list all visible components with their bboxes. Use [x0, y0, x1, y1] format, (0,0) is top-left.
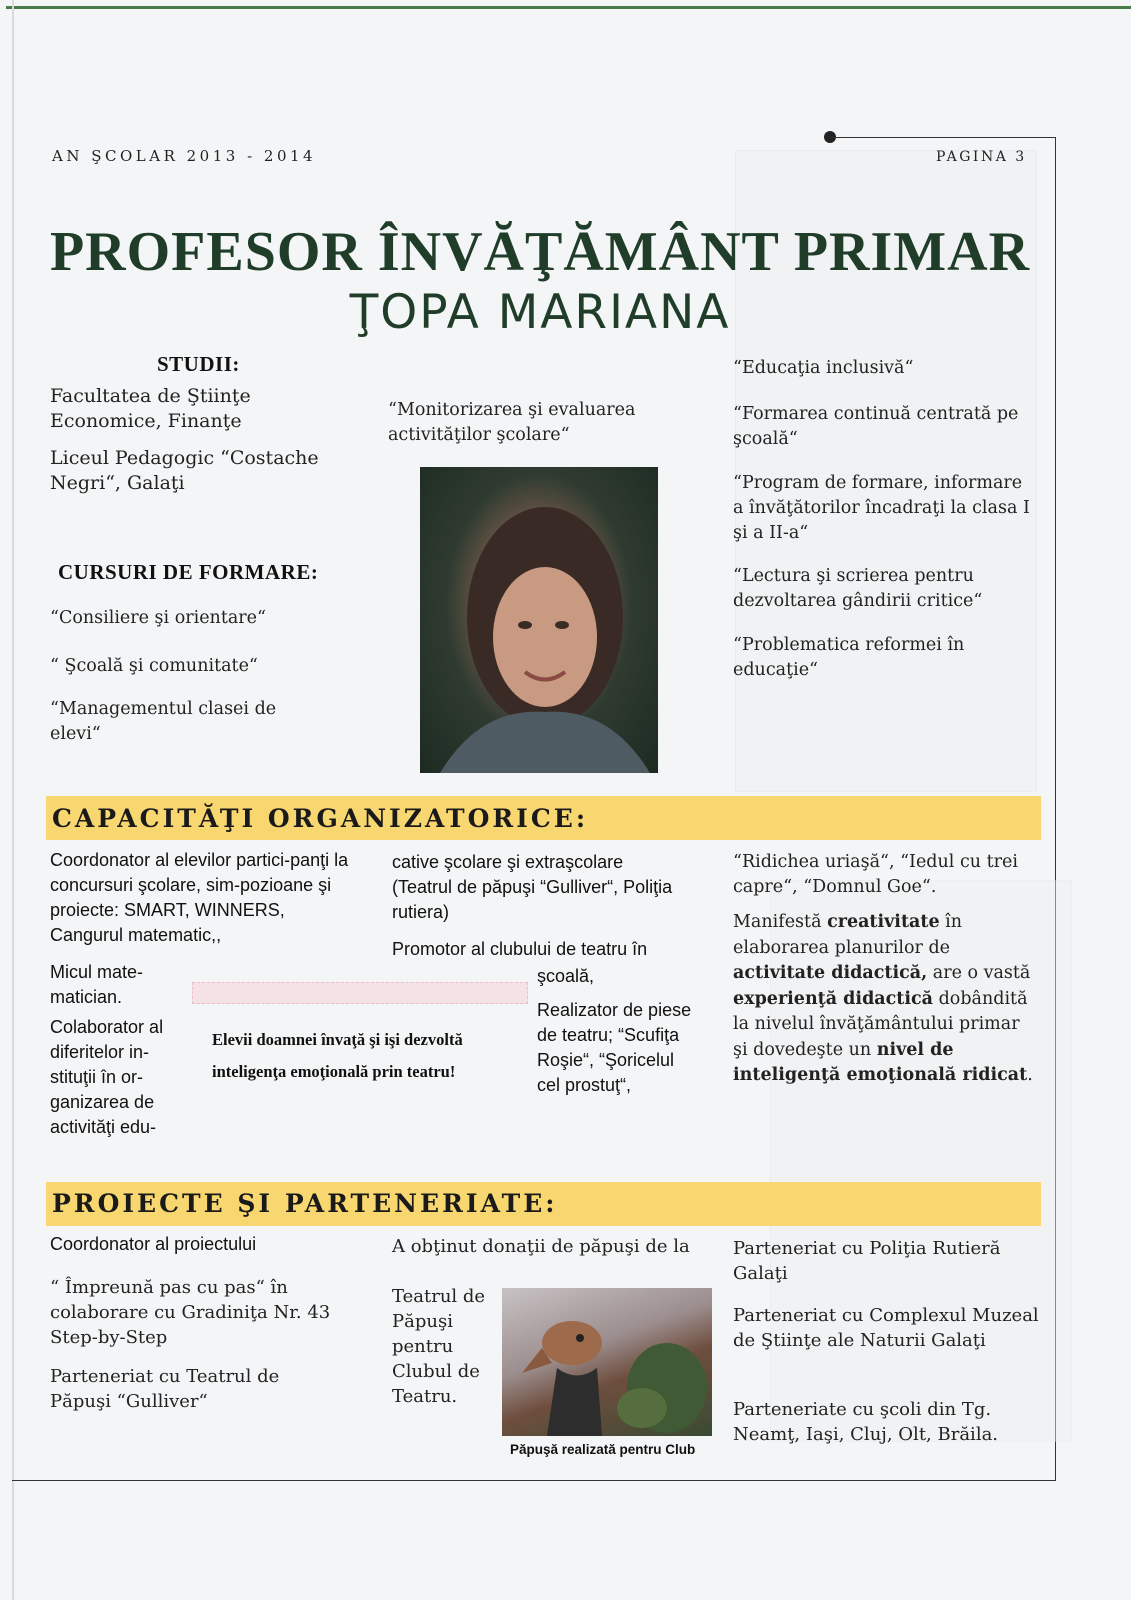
running-header-page: PAGINA 3: [936, 149, 1027, 165]
studii-heading: STUDII:: [157, 352, 240, 376]
curs-item: “ Şcoală şi comunitate“: [50, 656, 258, 676]
callout-highlight: [192, 982, 528, 1004]
paragraph-text: are o vastă: [927, 963, 1031, 983]
emphasis-text: creativitate: [827, 912, 940, 932]
capacitati-text: Coordonator al elevilor partici-panţi la concursuri şcolare, sim-pozioane şi proiecte: SMART, WINNERS, Cangurul matematic,,: [50, 850, 349, 945]
paragraph-text: .: [1027, 1065, 1033, 1085]
curs-item: “Consiliere şi orientare“: [50, 608, 266, 628]
curs-item: “Program de formare, informare a învăţătorilor încadraţi la clasa I şi a II-a“: [733, 473, 1030, 543]
capacitati-text: Micul mate-matician.: [50, 962, 144, 1007]
portrait-illustration: [420, 467, 658, 773]
studii-item: Facultatea de Ştiinţe Economice, Finanţe: [50, 385, 251, 432]
proiecte-text: “ Împreună pas cu pas“ în colaborare cu Gradiniţa Nr. 43 Step-by-Step: [50, 1277, 331, 1348]
header-rule: [830, 137, 1056, 138]
page-subtitle-name: ŢOPA MARIANA: [349, 285, 731, 340]
emphasis-text: experienţă didactică: [733, 988, 934, 1009]
capacitati-text: Realizator de piese de teatru; “Scufiţa Roşie“, “Şoricelul cel prostuţ“,: [537, 1000, 692, 1095]
page-title: PROFESOR ÎNVĂŢĂMÂNT PRIMAR: [49, 221, 1031, 283]
capacitati-text: Colaborator al diferitelor in-stituţii în or-ganizarea de activităţi edu-: [50, 1017, 164, 1137]
cursuri-heading: CURSURI DE FORMARE:: [58, 560, 319, 584]
curs-item: “Lectura şi scrierea pentru dezvoltarea gândirii critice“: [733, 566, 983, 611]
capacitati-text: cative şcolare şi extraşcolare (Teatrul de păpuşi “Gulliver“, Poliţia rutiera): [392, 852, 673, 922]
capacitati-paragraph: [733, 910, 1033, 1089]
top-rule: [6, 6, 1131, 9]
paragraph-text: dobândită la nivelul învăţământului primar şi dovedeşte un: [733, 988, 1028, 1060]
proiecte-text: Parteneriate cu şcoli din Tg. Neamţ, Iaşi, Cluj, Olt, Brăila.: [733, 1399, 999, 1445]
curs-item: “Monitorizarea şi evaluarea activităţilor şcolare“: [388, 400, 636, 445]
proiecte-text: A obţinut donaţii de păpuşi de la: [392, 1236, 690, 1257]
curs-item: “Managementul clasei de elevi“: [50, 699, 277, 744]
curs-item: “Formarea continuă centrată pe şcoală“: [733, 404, 1019, 449]
puppet-photo-caption: Păpuşă realizată pentru Club: [510, 1442, 696, 1457]
capacitati-text: Promotor al clubului de teatru în: [392, 939, 648, 959]
paragraph-text: Manifestă: [733, 912, 828, 932]
capacitati-text: “Ridichea uriaşă“, “Iedul cu trei capre“, “Domnul Goe“.: [733, 852, 1018, 897]
studii-item: Liceul Pedagogic “Costache Negri“, Galaţi: [50, 447, 319, 494]
frame-bottom-rule: [12, 1480, 1056, 1481]
teacher-portrait-photo: [420, 467, 658, 773]
curs-item: “Problematica reformei în educaţie“: [733, 635, 965, 680]
capacitati-heading: CAPACITĂŢI ORGANIZATORICE:: [52, 804, 589, 833]
capacitati-text: şcoală,: [537, 966, 595, 986]
puppet-photo: [502, 1288, 712, 1436]
emphasis-text: nivel de inteligenţă emoţională ridicat: [733, 1039, 1028, 1085]
proiecte-text: Parteneriat cu Poliţia Rutieră Galaţi: [733, 1238, 1001, 1284]
proiecte-heading: PROIECTE ŞI PARTENERIATE:: [52, 1189, 558, 1218]
proiecte-text: Teatrul de Păpuşi pentru Clubul de Teatru.: [392, 1286, 486, 1407]
emphasis-text: activitate didactică,: [733, 963, 928, 983]
running-header-year: AN ŞCOLAR 2013 - 2014: [52, 147, 317, 165]
theatre-callout: Elevii doamnei învaţă şi işi dezvoltă inteligenţa emoţională prin teatru!: [212, 1030, 463, 1081]
curs-item: “Educaţia inclusivă“: [733, 358, 914, 378]
puppet-illustration: [502, 1288, 712, 1436]
paragraph-text: în elaborarea planurilor de: [733, 912, 963, 958]
proiecte-text: Coordonator al proiectului: [50, 1234, 257, 1254]
proiecte-text: Parteneriat cu Complexul Muzeal de Ştiinţe ale Naturii Galaţi: [733, 1305, 1039, 1351]
proiecte-text: Parteneriat cu Teatrul de Păpuşi “Gulliver“: [50, 1366, 280, 1412]
